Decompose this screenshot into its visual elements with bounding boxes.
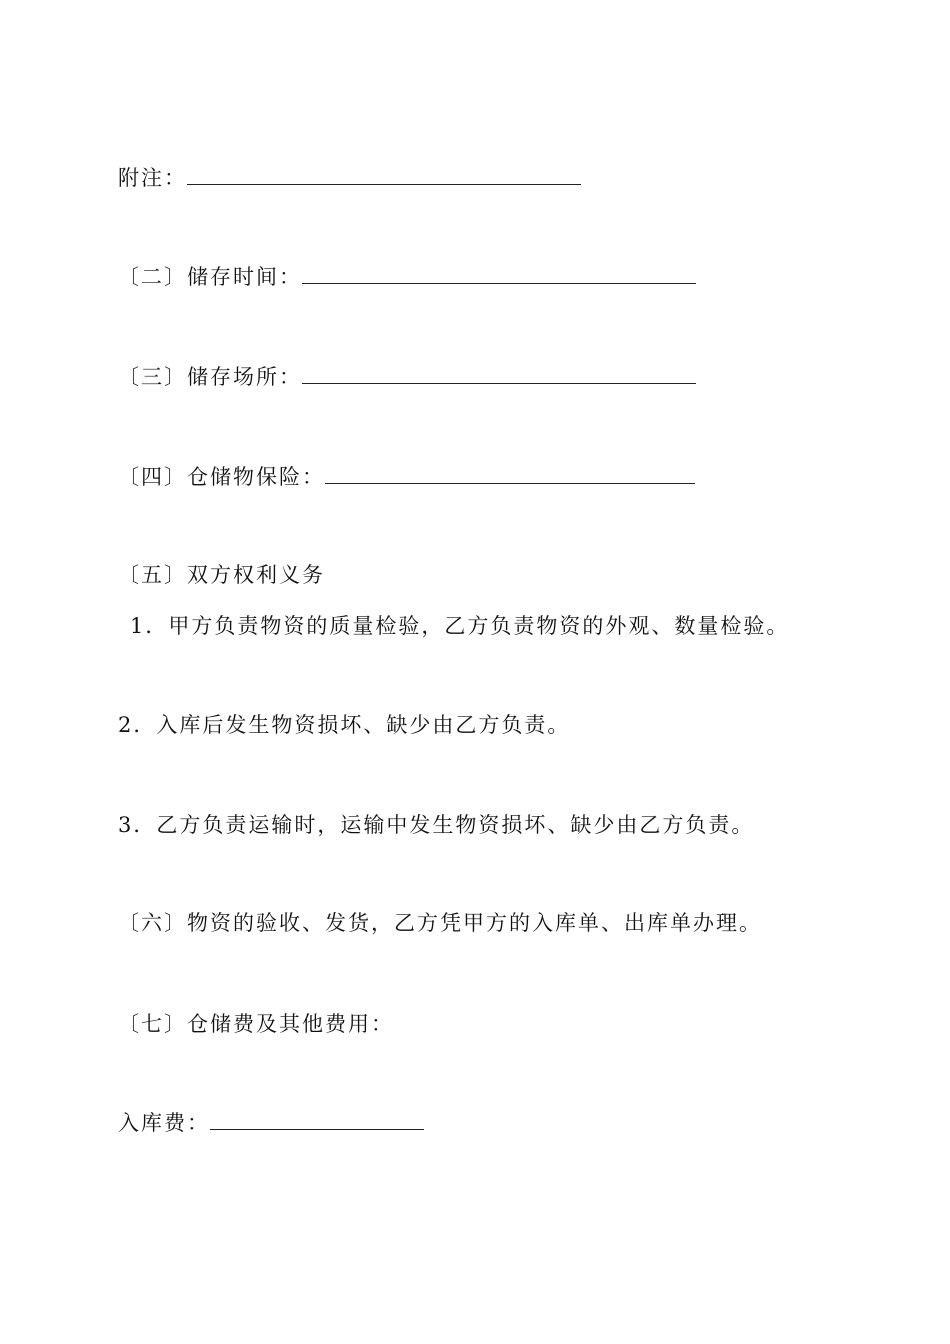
fees-heading: 〔七〕仓储费及其他费用： — [118, 1012, 394, 1036]
note-line — [118, 164, 581, 192]
clause-3: 3．乙方负责运输时，运输中发生物资损坏、缺少由乙方负责。 — [118, 813, 755, 837]
storage-place-fill-blank[interactable] — [302, 365, 696, 384]
rights-heading: 〔五〕双方权利义务 — [118, 563, 325, 587]
note-fill-blank[interactable] — [187, 166, 581, 185]
storage-place-label: 〔三〕储存场所： — [118, 365, 302, 389]
insurance-fill-blank[interactable] — [325, 465, 695, 484]
storage-time-label: 〔二〕储存时间： — [118, 265, 302, 289]
storage-time-fill-blank[interactable] — [302, 265, 696, 284]
clause-1: 1．甲方负责物资的质量检验，乙方负责物资的外观、数量检验。 — [130, 614, 790, 638]
storage-place-line — [118, 363, 696, 391]
entry-fee-line — [118, 1109, 424, 1137]
insurance-line — [118, 463, 695, 491]
clause-2: 2．入库后发生物资损坏、缺少由乙方负责。 — [118, 713, 571, 737]
insurance-label: 〔四〕仓储物保险： — [118, 465, 325, 489]
acceptance-clause: 〔六〕物资的验收、发货，乙方凭甲方的入库单、出库单办理。 — [118, 911, 762, 935]
entry-fee-label: 入库费： — [118, 1111, 210, 1135]
note-label: 附注： — [118, 166, 187, 190]
storage-time-line — [118, 263, 696, 291]
entry-fee-fill-blank[interactable] — [210, 1111, 424, 1130]
